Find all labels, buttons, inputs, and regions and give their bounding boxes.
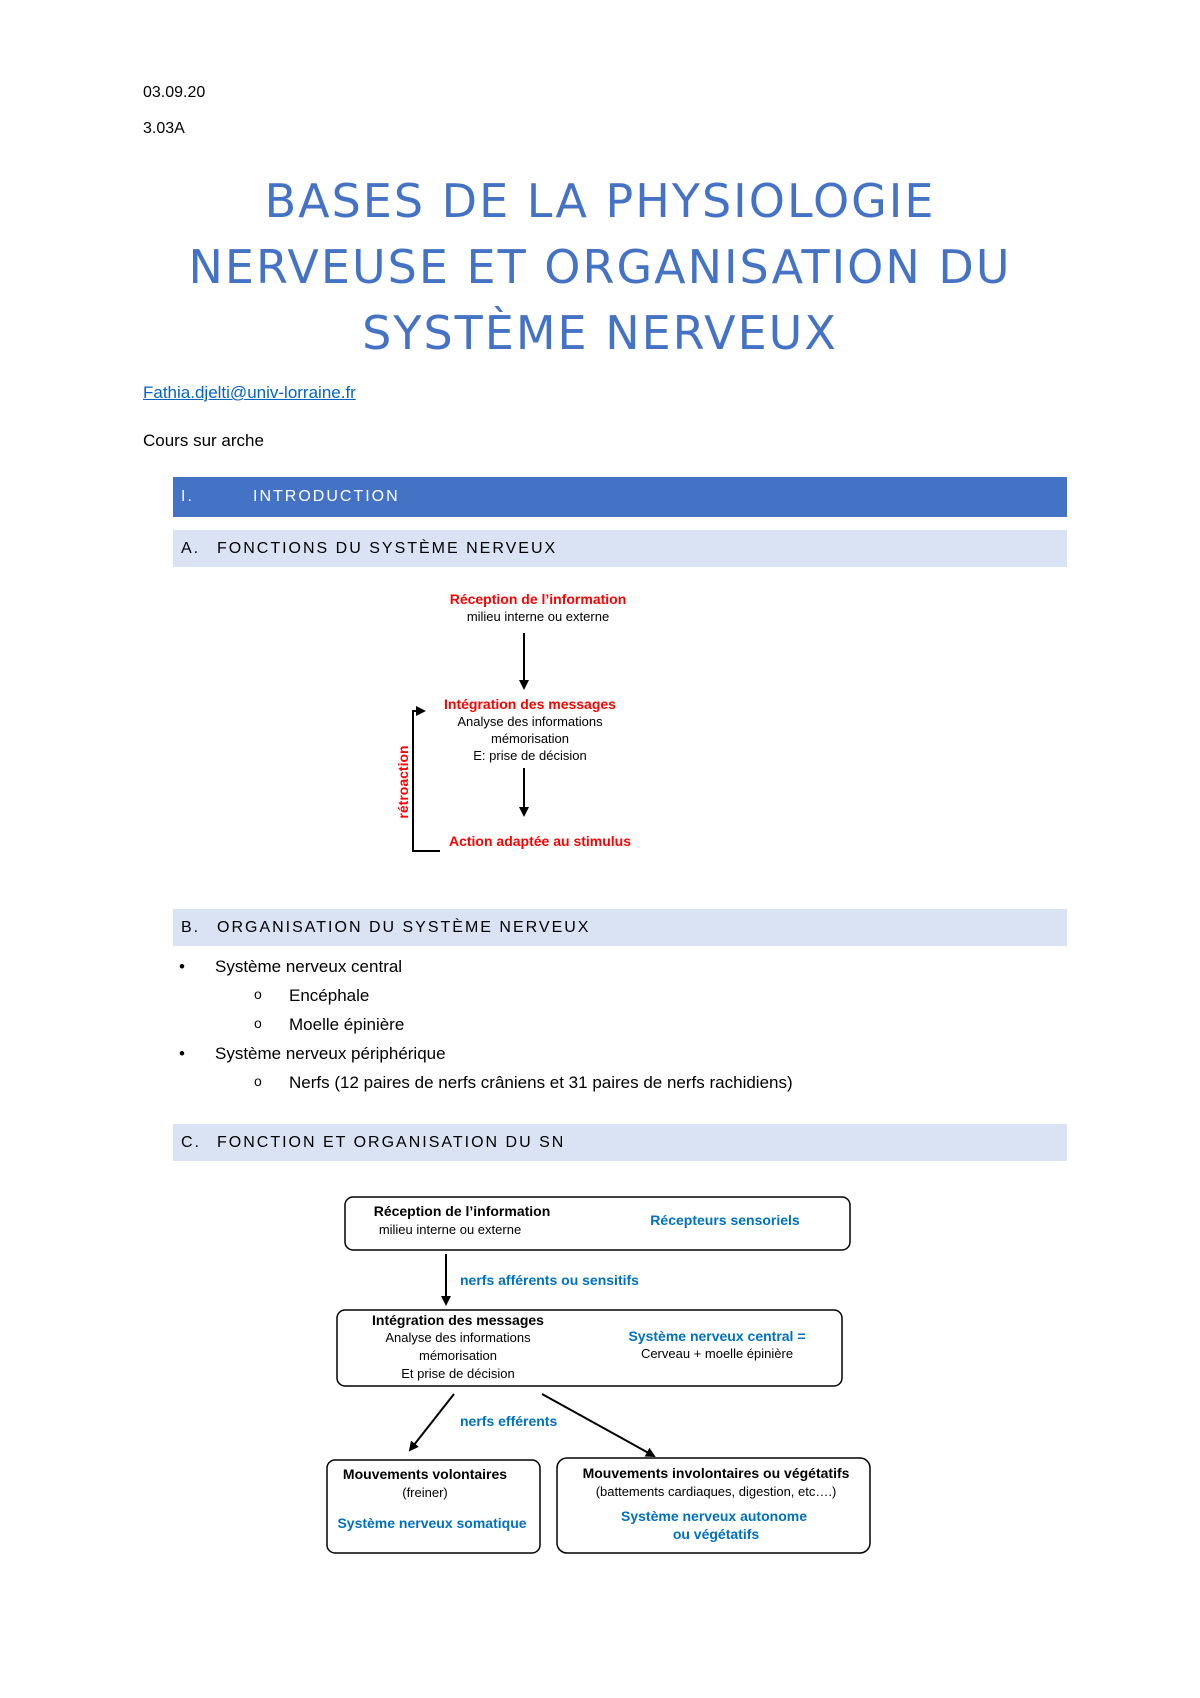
subsection-heading-organisation (173, 909, 1067, 946)
subsection-title: ORGANISATION DU SYSTÈME NERVEUX (217, 919, 591, 936)
integration-title: Intégration des messages (444, 696, 616, 712)
section-heading-introduction (173, 477, 1067, 517)
efferent-arrow-right (542, 1394, 654, 1456)
section-number: I. (181, 488, 194, 505)
document-title (0, 168, 1200, 366)
feedback-label: rétroaction (395, 745, 411, 819)
circle-bullet-icon: o (254, 986, 262, 1002)
autonomic-line-2: ou végétatifs (672, 1526, 760, 1542)
subsection-heading-fonction-organisation (173, 1124, 1067, 1161)
reception-title: Réception de l’information (373, 1203, 551, 1219)
integration-line-2: mémorisation (418, 1348, 498, 1363)
integration-line-1: Analyse des informations (457, 714, 603, 729)
reception-subtitle: milieu interne ou externe (466, 609, 610, 624)
email-link[interactable]: Fathia.djelti@univ-lorraine.fr (143, 383, 356, 402)
involuntary-subtitle: (battements cardiaques, digestion, etc….) (595, 1484, 837, 1499)
afferent-label: nerfs afférents ou sensitifs (460, 1272, 639, 1288)
integration-line-3: E: prise de décision (473, 748, 587, 763)
subsection-number: C. (181, 1134, 201, 1151)
autonomic-line-1: Système nerveux autonome (621, 1508, 807, 1524)
subsection-heading-fonctions (173, 530, 1067, 567)
circle-bullet-icon: o (254, 1015, 262, 1031)
feedback-loop-arrow (413, 711, 440, 851)
title-line-2: NERVEUSE ET ORGANISATION DU (188, 240, 1012, 294)
efferent-arrow-left (410, 1394, 454, 1450)
document-room: 3.03A (143, 120, 185, 137)
integration-title: Intégration des messages (372, 1312, 544, 1328)
reception-title: Réception de l’information (449, 591, 627, 607)
title-line-3: SYSTÈME NERVEUX (362, 306, 838, 360)
somatic-label: Système nerveux somatique (337, 1515, 527, 1531)
reception-subtitle: milieu interne ou externe (378, 1222, 522, 1237)
integration-line-3: Et prise de décision (401, 1366, 515, 1381)
subsection-title: FONCTIONS DU SYSTÈME NERVEUX (217, 540, 558, 557)
efferent-label: nerfs efférents (460, 1413, 558, 1429)
bullet-icon: • (179, 957, 185, 976)
integration-line-1: Analyse des informations (385, 1330, 531, 1345)
cns-subtitle: Cerveau + moelle épinière (640, 1346, 794, 1361)
voluntary-subtitle: (freiner) (402, 1485, 448, 1500)
title-line-1: BASES DE LA PHYSIOLOGIE (264, 174, 936, 228)
integration-line-2: mémorisation (490, 731, 570, 746)
functions-diagram (380, 580, 680, 860)
circle-bullet-icon: o (254, 1073, 262, 1089)
organisation-flow-diagram (310, 1185, 880, 1555)
bullet-icon: • (179, 1044, 185, 1063)
subsection-number: B. (181, 919, 201, 936)
involuntary-title: Mouvements involontaires ou végétatifs (582, 1465, 850, 1481)
document-page: 03.09.20 3.03A BASES DE LA PHYSIOLOGIE NERVEUSE ET ORGANISATION DU SYSTÈME NERVEUX Fathia.djelti@univ-lorraine.fr Cours sur arche I. INTRODUCTION A. FONCTIONS DU SYSTÈME NERVEUX Réception de l’information milieu interne ou externe Intégration des messages Analyse des informations mémorisation E: prise de décision Action adaptée au stimulus rétroaction B. ORGANISATION DU SYSTÈME NERVEUX • Système nerveux central o Encéphale o Moelle épinière • Système nerveux périphérique o Nerfs (12 paires de nerfs crâniens et 31 paires de nerfs rachidiens) C. FONCTION ET ORGANISATION DU SN Réception de l’information milieu interne ou externe Récepteurs sensoriels nerfs afférents ou sensitifs Intégration des messages Analyse des informations mémorisation Et prise de décision Système nerveux central = Cerveau + moelle épinière nerfs efférents Mouvements volontaires (freiner) Système nerveux somatique Mouvements involontaires ou végétatifs (battements cardiaques, digestion, etc….) Système nerveux autonome ou végétatifs (0, 0, 1200, 1698)
voluntary-title: Mouvements volontaires (342, 1466, 508, 1482)
subsection-number: A. (181, 540, 201, 557)
document-date: 03.09.20 (143, 84, 206, 101)
course-note: Cours sur arche (143, 431, 264, 450)
cns-title: Système nerveux central = (628, 1328, 806, 1344)
receptors-label: Récepteurs sensoriels (650, 1212, 800, 1228)
action-label: Action adaptée au stimulus (448, 833, 632, 849)
subsection-title: FONCTION ET ORGANISATION DU SN (217, 1134, 566, 1151)
section-title: INTRODUCTION (253, 488, 400, 505)
